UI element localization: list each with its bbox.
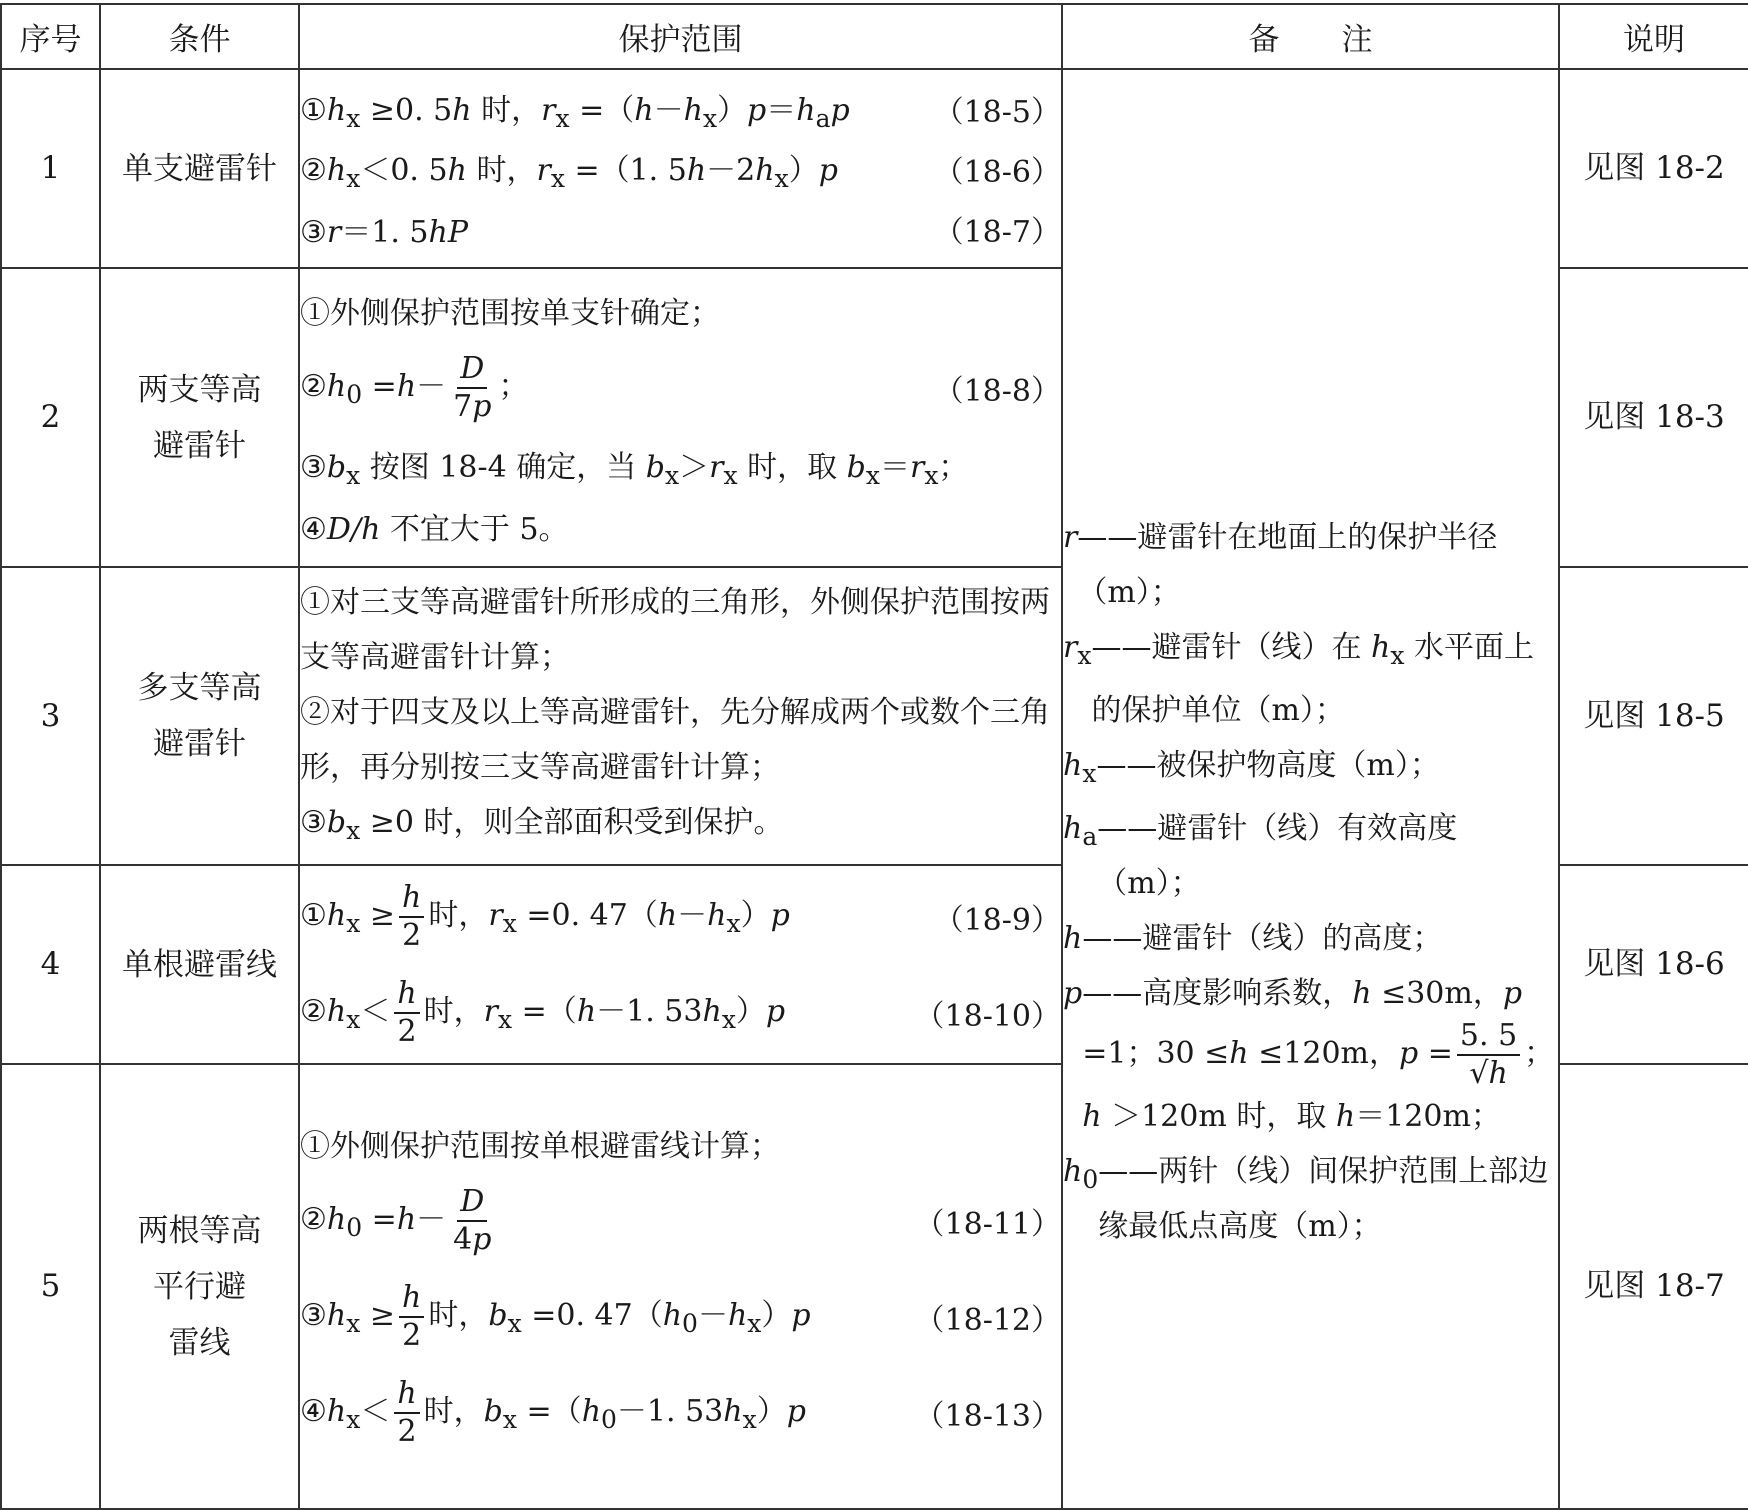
formula: $②h_0 =h-$ $\frac{D}{7p}$ ； — [300, 350, 529, 424]
condition-line: 避雷针 — [153, 427, 246, 464]
remark-desc: ——被保护物高度（m）； — [1096, 747, 1440, 783]
condition-line: 两支等高 — [137, 371, 262, 408]
range-line: ①对三支等高避雷针所形成的三角形，外侧保护范围按两支等高避雷针计算； — [300, 584, 1050, 675]
remark-desc: ——避雷针（线）在 $h_x$ 水平面上的保护单位（m）； — [1091, 629, 1534, 728]
equation-number: （18-13） — [914, 1398, 1061, 1434]
remark-desc: ——高度影响系数，h ≤30m，p =1；30 ≤h ≤120m，p = $\frac{5. 5}{√h}$ ；h ＞120m 时，取 h＝120m； — [1082, 975, 1555, 1134]
condition-line: 多支等高 — [137, 670, 262, 706]
formula: ③r＝1. 5hP — [300, 214, 469, 250]
fraction: $\frac{h}{2}$ — [394, 979, 419, 1047]
range-line — [300, 1269, 1061, 1365]
range-cell — [299, 865, 1062, 1064]
row-number: 5 — [1, 1064, 100, 1509]
row-number: 3 — [1, 567, 100, 865]
header-protection-range: 保护范围 — [299, 4, 1062, 69]
remark-symbol: $h_x$ — [1063, 747, 1097, 788]
equation-number: （18-11） — [914, 1206, 1061, 1242]
remark-symbol: p — [1063, 975, 1083, 1011]
range-line — [300, 1365, 1061, 1461]
remark-desc: ——避雷针（线）有效高度（m）； — [1097, 810, 1458, 901]
remark-symbol: h — [1063, 920, 1083, 956]
reference-cell: 见图 18-7 — [1559, 1064, 1748, 1509]
remark-item — [1063, 1144, 1558, 1254]
reference-cell: 见图 18-2 — [1559, 69, 1748, 268]
header-row — [1, 4, 1748, 69]
range-cell — [299, 268, 1062, 567]
formula: $③h_x$ ≥ $\frac{h}{2}$ 时，$b_x =0$. $47(h_0-h_x)p$ — [300, 1279, 811, 1353]
condition-line: 避雷针 — [153, 726, 246, 762]
equation-number: （18-5） — [933, 94, 1061, 130]
range-line — [300, 496, 1061, 556]
condition-cell — [100, 268, 299, 567]
row-number: 1 — [1, 69, 100, 268]
condition-line: 单支避雷针 — [122, 150, 277, 187]
formula: $②h_x<0$. 5h 时，$r_x =(1$. $5h-2h_x)p$ — [300, 152, 838, 193]
formula: $③b_x$ 按图 18-4 确定，当 $b_x>r_x$ 时，取 $b_x=r_x$； — [300, 449, 969, 490]
formula: ①外侧保护范围按单支针确定； — [300, 295, 720, 331]
fraction: $\frac{h}{2}$ — [399, 883, 424, 951]
formula: ①外侧保护范围按单根避雷线计算； — [300, 1128, 780, 1164]
fraction: $\frac{D}{7p}$ — [453, 350, 492, 424]
table-row — [1, 69, 1748, 268]
condition-cell — [100, 865, 299, 1064]
header-remarks: 备 注 — [1062, 4, 1559, 69]
header-condition: 条件 — [100, 4, 299, 69]
formula: $④h_x<$ $\frac{h}{2}$ 时，$b_x =(h_0-1$. $53h_x)p$ — [300, 1375, 806, 1449]
formula: $①h_x$ ≥ $\frac{h}{2}$ 时，$r_x =0$. $47(h-h_x)p$ — [300, 879, 790, 953]
equation-number: （18-10） — [914, 998, 1061, 1034]
equation-number: （18-6） — [933, 154, 1061, 190]
range-line: ②对于四支及以上等高避雷针，先分解成两个或数个三角形，再分别按三支等高避雷针计算； — [300, 694, 1050, 785]
remark-desc: ——避雷针在地面上的保护半径（m）； — [1077, 519, 1498, 610]
range-cell — [299, 69, 1062, 268]
remarks-cell — [1062, 69, 1559, 1509]
remarks-list — [1063, 325, 1558, 1254]
remark-symbol: r — [1063, 519, 1078, 555]
formula: $②h_x<$ $\frac{h}{2}$ 时，$r_x =(h-1$. $53h_x)p$ — [300, 975, 786, 1049]
remark-item — [1063, 510, 1558, 620]
remark-symbol: $h_a$ — [1063, 810, 1098, 851]
remark-item — [1063, 801, 1558, 911]
condition-cell — [100, 1064, 299, 1509]
fraction: $\frac{h}{2}$ — [394, 1379, 419, 1447]
range-line — [300, 280, 1061, 340]
equation-number: （18-9） — [933, 902, 1061, 938]
formula: $②h_0 =h-$ $\frac{D}{4p}$ — [300, 1187, 915, 1255]
condition-cell — [100, 567, 299, 865]
range-line — [300, 199, 1061, 259]
range-line — [300, 1113, 1061, 1173]
fraction: $\frac{h}{2}$ — [399, 1283, 424, 1351]
row-number: 2 — [1, 268, 100, 567]
condition-line: 平行避 — [153, 1268, 246, 1305]
remark-desc: ——两针（线）间保护范围上部边缘最低点高度（m）； — [1098, 1153, 1549, 1244]
header-no: 序号 — [1, 4, 100, 69]
range-cell — [299, 1064, 1062, 1509]
remark-symbol: $r_x$ — [1063, 629, 1092, 670]
range-line: $③b_x \ge 0$ 时，则全部面积受到保护。 — [300, 804, 784, 845]
range-cell — [299, 567, 1062, 865]
equation-number: （18-8） — [933, 373, 1061, 409]
lightning-protection-table — [0, 3, 1748, 1510]
condition-line: 单根避雷线 — [122, 946, 277, 983]
reference-cell: 见图 18-6 — [1559, 865, 1748, 1064]
condition-line: 雷线 — [168, 1324, 231, 1361]
remark-item — [1063, 966, 1558, 1144]
remark-item — [1063, 738, 1558, 801]
equation-number: （18-7） — [933, 214, 1061, 250]
fraction: $\frac{5. 5}{√h}$ — [1457, 1021, 1520, 1089]
range-line — [300, 965, 1061, 1061]
range-line — [300, 436, 1061, 496]
remark-item — [1063, 620, 1558, 738]
range-line — [300, 1173, 1061, 1269]
formula: $①h_x \ge 0$. 5h 时，$r_x =(h-h_x)p=h_ap$ — [300, 92, 850, 133]
range-line — [300, 869, 1061, 965]
range-line — [300, 340, 1061, 436]
equation-number: （18-12） — [914, 1302, 1061, 1338]
range-line — [300, 79, 1061, 139]
row-number: 4 — [1, 865, 100, 1064]
formula: ④D/h 不宜大于 5。 — [300, 511, 569, 547]
remark-item — [1063, 911, 1558, 966]
condition-line: 两根等高 — [137, 1212, 262, 1249]
reference-cell: 见图 18-5 — [1559, 567, 1748, 865]
remark-desc: ——避雷针（线）的高度； — [1082, 920, 1443, 956]
reference-cell: 见图 18-3 — [1559, 268, 1748, 567]
range-line — [300, 139, 1061, 199]
header-description: 说明 — [1559, 4, 1748, 69]
fraction: $\frac{D}{4p}$ — [453, 1183, 492, 1257]
remark-symbol: $h_0$ — [1063, 1153, 1099, 1194]
condition-cell — [100, 69, 299, 268]
